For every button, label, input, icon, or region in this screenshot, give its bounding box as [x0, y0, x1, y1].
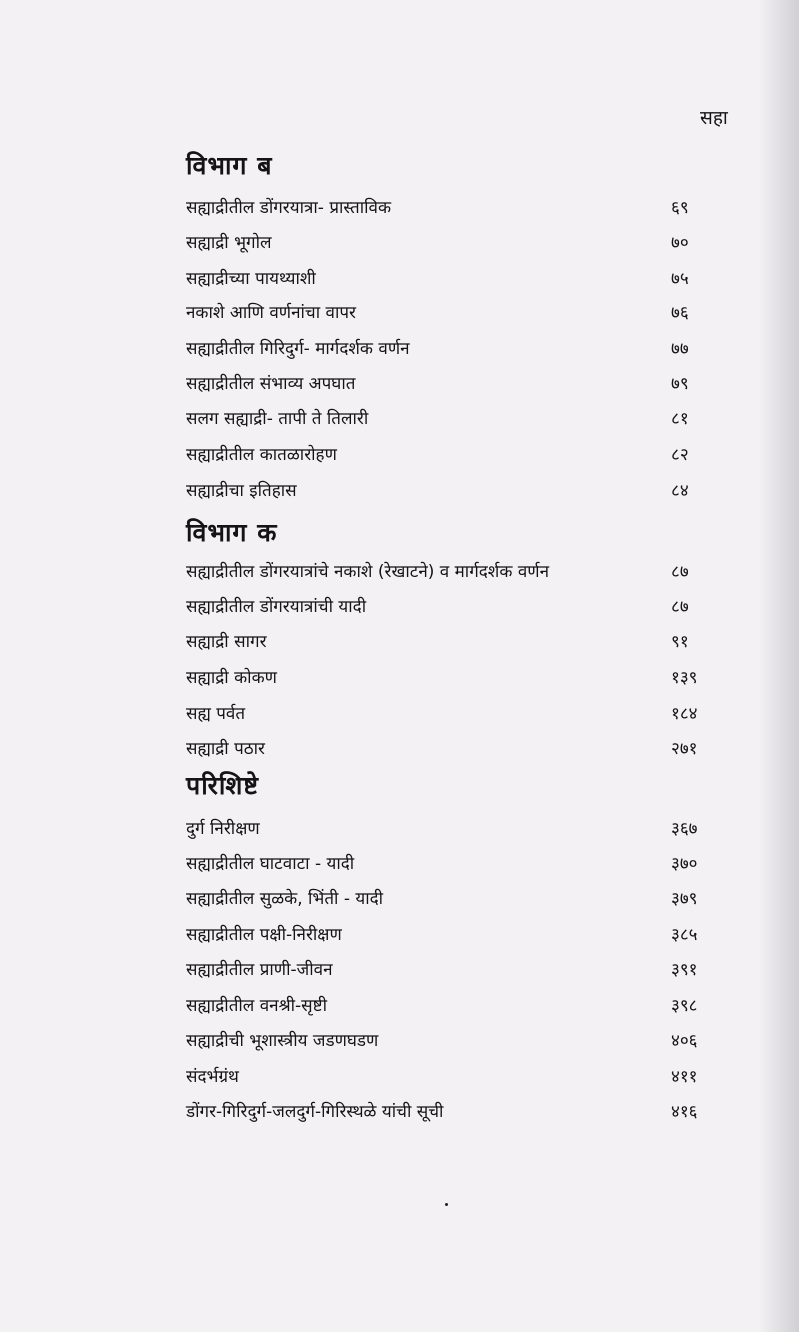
toc-entry-title: दुर्ग निरीक्षण — [186, 819, 260, 839]
toc-entry — [186, 232, 711, 254]
toc-entry — [186, 703, 711, 725]
toc-entry — [186, 302, 711, 324]
toc-entry-page: ३९१ — [671, 960, 698, 980]
toc-entry-title: सह्याद्रीतील गिरिदुर्ग- मार्गदर्शक वर्णन — [186, 339, 410, 359]
toc-entry-title: सह्याद्रीतील वनश्री-सृष्टी — [186, 996, 328, 1016]
section-heading-c: विभाग क — [186, 518, 278, 547]
toc-entry-page: ३९८ — [671, 996, 698, 1016]
toc-entry-title: सह्याद्रीतील डोंगरयात्रांचे नकाशे (रेखाटने) व मार्गदर्शक वर्णन — [186, 562, 550, 582]
toc-entry — [186, 596, 711, 618]
toc-entry-title: सह्याद्री कोकण — [186, 668, 277, 688]
toc-entry — [186, 338, 711, 360]
toc-entry — [186, 444, 711, 466]
toc-entry-title: सह्याद्रीतील पक्षी-निरीक्षण — [186, 925, 342, 945]
toc-entry-page: ४१६ — [671, 1102, 698, 1122]
toc-entry-page: ८१ — [671, 409, 689, 429]
toc-entry — [186, 197, 711, 219]
toc-entry — [186, 853, 711, 875]
toc-entry-title: सह्याद्रीतील प्राणी-जीवन — [186, 960, 333, 980]
toc-entry — [186, 738, 711, 760]
toc-entry — [186, 1030, 711, 1052]
toc-entry-page: ४०६ — [671, 1031, 698, 1051]
toc-entry — [186, 888, 711, 910]
toc-entry-page: ७६ — [671, 303, 689, 323]
toc-entry-page: ८७ — [671, 562, 689, 582]
page-number-label: सहा — [700, 107, 728, 129]
toc-entry-page: ३८५ — [671, 925, 698, 945]
toc-entry — [186, 1101, 711, 1123]
toc-entry — [186, 373, 711, 395]
toc-entry-title: सह्याद्रीचा इतिहास — [186, 481, 297, 501]
toc-entry — [186, 561, 711, 583]
section-heading-appendices: परिशिष्टे — [186, 771, 259, 800]
toc-entry — [186, 268, 711, 290]
toc-entry-title: सह्याद्रीतील डोंगरयात्रांची यादी — [186, 597, 367, 617]
page-edge-shadow — [759, 0, 799, 1332]
toc-entry-page: ८४ — [671, 481, 689, 501]
toc-entry-page: ७९ — [671, 374, 689, 394]
toc-entry-page: ८७ — [671, 597, 689, 617]
toc-entry-page: ३७९ — [671, 889, 698, 909]
toc-entry-page: १३९ — [671, 668, 698, 688]
toc-entry-page: ६९ — [671, 198, 689, 218]
toc-entry — [186, 667, 711, 689]
toc-entry-page: २७१ — [671, 739, 698, 759]
toc-entry-title: सह्याद्रीतील कातळारोहण — [186, 445, 337, 465]
toc-entry-title: सलग सह्याद्री- तापी ते तिलारी — [186, 409, 369, 429]
toc-entry — [186, 480, 711, 502]
toc-entry-title: डोंगर-गिरिदुर्ग-जलदुर्ग-गिरिस्थळे यांची सूची — [186, 1102, 444, 1122]
toc-entry — [186, 995, 711, 1017]
toc-entry-page: ९१ — [671, 632, 689, 652]
toc-entry-title: सह्याद्री पठार — [186, 739, 265, 759]
section-heading-b: विभाग ब — [186, 151, 273, 180]
toc-entry-title: नकाशे आणि वर्णनांचा वापर — [186, 303, 356, 323]
toc-entry — [186, 818, 711, 840]
toc-entry-title: सह्याद्रीतील घाटवाटा - यादी — [186, 854, 355, 874]
toc-entry — [186, 631, 711, 653]
toc-entry-page: ८२ — [671, 445, 689, 465]
toc-entry-page: ७० — [671, 233, 689, 253]
toc-entry-title: सह्य पर्वत — [186, 704, 246, 724]
toc-entry-title: सह्याद्री भूगोल — [186, 233, 272, 253]
toc-entry-title: सह्याद्रीची भूशास्त्रीय जडणघडण — [186, 1031, 379, 1051]
toc-entry — [186, 959, 711, 981]
toc-entry-page: ७५ — [671, 269, 689, 289]
toc-entry — [186, 408, 711, 430]
toc-entry-title: सह्याद्रीच्या पायथ्याशी — [186, 269, 316, 289]
toc-entry-title: सह्याद्रीतील सुळके, भिंती - यादी — [186, 889, 384, 909]
toc-entry-page: ३६७ — [671, 819, 698, 839]
toc-entry — [186, 924, 711, 946]
toc-entry — [186, 1066, 711, 1088]
toc-entry-page: ३७० — [671, 854, 698, 874]
toc-entry-page: १८४ — [671, 704, 698, 724]
toc-entry-page: ४११ — [671, 1067, 698, 1087]
toc-entry-title: सह्याद्री सागर — [186, 632, 267, 652]
toc-entry-title: सह्याद्रीतील संभाव्य अपघात — [186, 374, 356, 394]
toc-entry-page: ७७ — [671, 339, 689, 359]
stray-dot — [445, 1203, 448, 1206]
toc-entry-title: संदर्भग्रंथ — [186, 1067, 239, 1087]
toc-entry-title: सह्याद्रीतील डोंगरयात्रा- प्रास्ताविक — [186, 198, 392, 218]
